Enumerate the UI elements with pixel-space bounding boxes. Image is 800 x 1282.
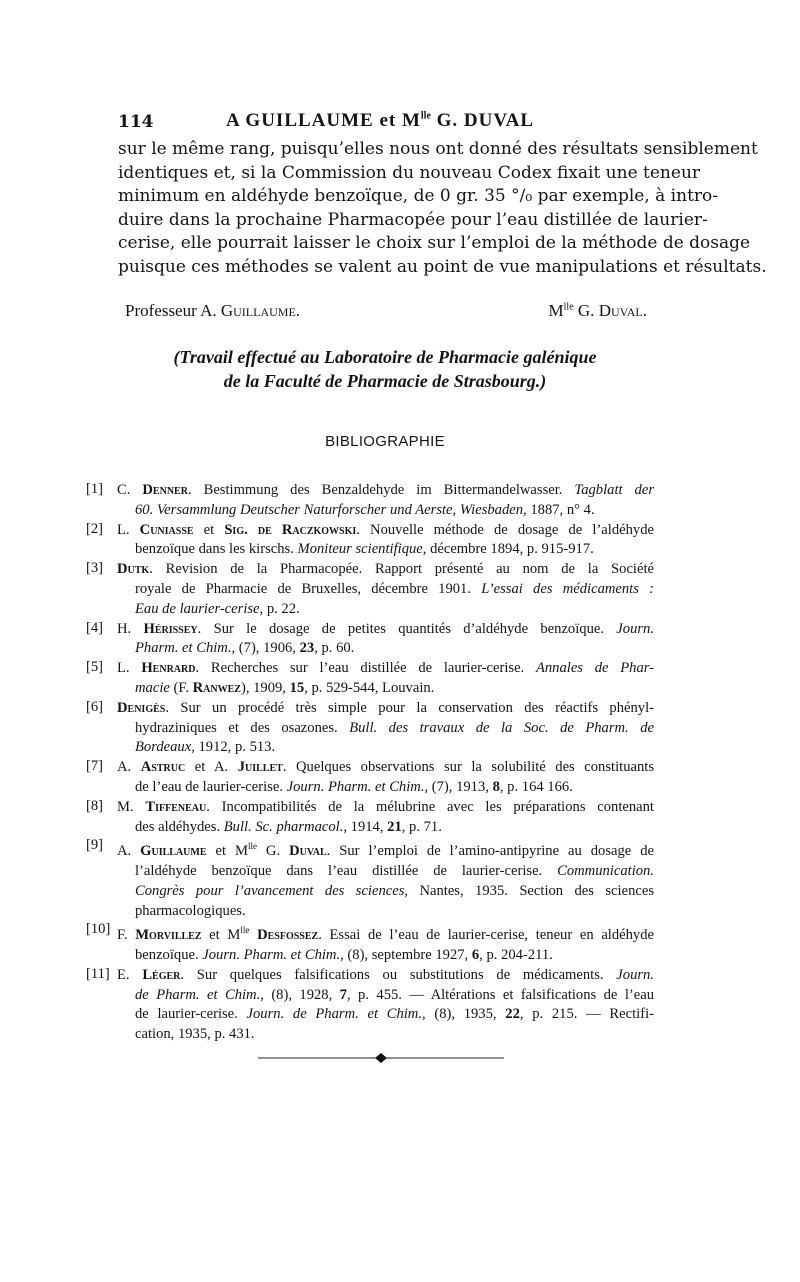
running-title-b: G. DUVAL — [430, 110, 535, 131]
running-title — [226, 110, 534, 132]
signature-duval-prefix: M — [548, 301, 564, 320]
reference-text: . Sur le dosage de petites quantités d’aldéhyde benzoïque. — [197, 620, 617, 637]
reference-line — [117, 600, 654, 620]
reference-source: Bull. Sc. pharmacol., — [223, 818, 347, 835]
reference-author: Hérissey — [143, 620, 198, 637]
reference-text: . Sur quelques falsifications ou substitutions de médicaments. — [180, 966, 617, 983]
bibliography-entry — [86, 758, 654, 798]
reference-text: royale de Pharmacie de Bruxelles, décembre 1901. — [135, 580, 482, 597]
reference-source: L’essai des médicaments : — [481, 580, 654, 597]
reference-source: Journ. Pharm. et Chim., — [286, 778, 429, 795]
reference-text: de l’eau de laurier-cerise. — [135, 778, 287, 795]
reference-text: . Revision de la Pharmacopée. Rapport présenté au nom de la Société — [149, 561, 654, 578]
reference-author: Juillet — [237, 759, 283, 776]
paragraph-line: duire dans la prochaine Pharmacopée pour l’eau distillée de laurier- — [118, 209, 708, 230]
reference-source: Tagblatt der — [574, 482, 654, 498]
reference-source: 60. Versammlung Deutscher Naturforscher und Aerste, Wiesbaden, — [135, 501, 527, 518]
reference-line — [117, 966, 654, 986]
reference-source: Eau de laurier-cerise, — [135, 600, 264, 617]
reference-number: [9] — [86, 837, 104, 854]
signature-guillaume — [125, 301, 300, 321]
reference-text: 6 — [471, 947, 480, 964]
signature-guillaume-prefix: Professeur A. — [125, 301, 221, 320]
reference-author: Guillaume — [140, 843, 207, 860]
reference-line — [117, 837, 654, 862]
reference-text: 15 — [289, 679, 305, 696]
running-title-sup: lle — [420, 110, 431, 122]
bibliography-heading: BIBLIOGRAPHIE — [325, 433, 445, 450]
reference-number: [5] — [86, 659, 104, 676]
reference-text: 22 — [505, 1006, 520, 1023]
reference-text: F. — [117, 927, 136, 944]
paragraph-line: minimum en aldéhyde benzoïque, de 0 gr. 35 °/₀ par exemple, à intro- — [118, 186, 719, 207]
reference-text: , p. 529-544, Louvain. — [304, 679, 435, 696]
reference-text: lle — [247, 841, 257, 852]
bibliography-entry — [86, 921, 654, 965]
paragraph-line: cerise, elle pourrait laisser le choix sur l’emploi de la méthode de dosage — [118, 233, 751, 254]
reference-line — [117, 699, 654, 719]
laboratory-note-line: (Travail effectué au Laboratoire de Pharmacie galénique — [173, 347, 597, 367]
reference-line — [117, 580, 654, 600]
bibliography-entry — [86, 798, 654, 838]
reference-line — [117, 882, 654, 902]
reference-source: Journ. Pharm. et Chim., — [202, 947, 344, 964]
reference-text: , p. 455. — Altérations et falsifications de l’eau — [346, 986, 654, 1003]
reference-text: l’aldéhyde benzoïque dans l’eau distillée de laurier-cerise. — [135, 863, 558, 879]
signature-duval-sup: lle — [563, 301, 574, 313]
reference-text: . Sur un procédé très simple pour la conservation des réactifs phényl- — [165, 699, 654, 716]
reference-text: , p. 164 166. — [499, 778, 573, 795]
reference-source: Congrès pour l’avancement des sciences, — [135, 882, 409, 899]
paragraph-line: identiques et, si la Commission du nouveau Codex fixait une teneur — [118, 162, 701, 183]
reference-line — [117, 738, 654, 758]
reference-number: [6] — [86, 698, 104, 715]
reference-text: 1912, p. 513. — [194, 739, 276, 756]
reference-text: H. — [117, 620, 144, 637]
reference-author: Dutk — [117, 561, 150, 578]
reference-author: Cuniasse — [139, 521, 194, 538]
reference-text: L. — [117, 660, 142, 677]
reference-line — [117, 758, 654, 778]
reference-text: (8), septembre 1927, — [343, 947, 472, 964]
bibliography-entry — [86, 659, 654, 699]
bibliography-entry — [86, 966, 654, 1045]
reference-source: de Pharm. et Chim., — [135, 986, 264, 1003]
reference-text: A. — [117, 843, 141, 860]
reference-source: Annales de Phar- — [535, 660, 655, 677]
signature-duval — [549, 301, 647, 321]
reference-line — [117, 560, 654, 580]
reference-text: et M — [201, 927, 241, 944]
reference-line — [117, 481, 654, 501]
reference-text: (7), 1906, — [235, 640, 300, 657]
reference-text: hydraziniques et des osazones. — [135, 719, 350, 736]
reference-line — [117, 521, 654, 541]
laboratory-note — [118, 345, 652, 393]
reference-source: Communication. — [557, 863, 654, 879]
reference-text: . Bestimmung des Benzaldehyde im Bittermandelwasser. — [187, 482, 575, 498]
reference-author: Tiffeneau — [145, 798, 207, 815]
reference-line — [117, 862, 654, 882]
reference-text: et A. — [185, 759, 238, 776]
reference-line — [117, 798, 654, 818]
reference-text: 7 — [339, 986, 347, 1003]
reference-text: benzoïque dans les kirschs. — [135, 541, 298, 558]
reference-author: Astruc — [140, 759, 186, 776]
reference-text: cation, 1935, p. 431. — [135, 1026, 255, 1043]
reference-author: Morvillez — [135, 927, 202, 944]
reference-line — [117, 659, 654, 679]
paragraph-line: sur le même rang, puisqu’elles nous ont donné des résultats sensiblement — [118, 139, 758, 159]
reference-number: [7] — [86, 758, 104, 775]
reference-text: . Essai de l’eau de laurier-cerise, teneur en aldéhyde — [318, 927, 655, 944]
signature-guillaume-name: Guillaume. — [220, 301, 301, 320]
reference-line — [117, 902, 654, 922]
reference-text: G. — [256, 843, 290, 860]
reference-number: [2] — [86, 520, 104, 537]
bibliography-entry — [86, 699, 654, 758]
laboratory-note-line: de la Faculté de Pharmacie de Strasbourg.) — [223, 371, 547, 391]
reference-text: . Sur l’emploi de l’amino-antipyrine au dosage de — [326, 843, 654, 860]
bibliography-entry — [86, 481, 654, 521]
reference-source: Pharm. et Chim., — [135, 640, 236, 657]
reference-number: [4] — [86, 619, 104, 636]
reference-text: (8), 1935, — [425, 1006, 506, 1023]
reference-author: Denner — [142, 482, 188, 498]
reference-line — [117, 818, 654, 838]
reference-author: Henrard — [141, 660, 196, 677]
reference-text: . Incompatibilités de la mélubrine avec les préparations contenant — [206, 798, 654, 815]
reference-line — [117, 719, 654, 739]
reference-text: , p. 215. — Rectifi- — [519, 1006, 654, 1023]
reference-text: (8), 1928, — [263, 986, 340, 1003]
reference-text: , p. 71. — [401, 818, 442, 835]
reference-number: [11] — [86, 965, 110, 982]
reference-line — [117, 540, 654, 560]
reference-text: , p. 204-211. — [479, 947, 553, 964]
signature-duval-name: Duval. — [598, 301, 647, 320]
reference-author: Ranwez — [192, 679, 241, 696]
reference-text: C. — [117, 482, 143, 498]
reference-text: 1914, — [347, 818, 388, 835]
reference-text: . Nouvelle méthode de dosage de l’aldéhyde — [356, 521, 654, 538]
reference-number: [8] — [86, 797, 104, 814]
reference-number: [10] — [86, 921, 111, 938]
reference-author: Sig. de Raczkowski — [224, 521, 357, 538]
reference-text: M. — [117, 798, 146, 815]
reference-source: Bull. des travaux de la Soc. de Pharm. de — [349, 719, 654, 736]
reference-text: et — [193, 521, 225, 538]
reference-text: E. — [117, 966, 143, 983]
reference-line — [117, 921, 654, 946]
reference-line — [117, 1025, 654, 1045]
reference-text: . Recherches sur l’eau distillée de laurier-cerise. — [195, 660, 536, 677]
reference-line — [117, 1005, 654, 1025]
reference-text: . Quelques observations sur la solubilité des constituants — [282, 759, 655, 776]
reference-text: des aldéhydes. — [135, 818, 224, 835]
paragraph-line: puisque ces méthodes se valent au point de vue manipulations et résultats. — [118, 256, 767, 277]
reference-text: de laurier-cerise. — [135, 1006, 247, 1023]
reference-text: ), 1909, — [240, 679, 290, 696]
reference-text: Nantes, 1935. Section des sciences — [408, 882, 654, 899]
bibliography-list — [86, 481, 654, 1045]
reference-text: A. — [117, 759, 141, 776]
reference-line — [117, 679, 654, 699]
reference-author: Duval — [289, 843, 327, 860]
reference-text: 8 — [492, 778, 500, 795]
bibliography-entry — [86, 620, 654, 660]
reference-source: macie — [135, 679, 170, 696]
reference-line — [117, 778, 654, 798]
reference-text: benzoïque. — [135, 947, 203, 964]
reference-line — [117, 501, 654, 521]
reference-source: Journ. de Pharm. et Chim., — [246, 1006, 426, 1023]
running-title-a: A GUILLAUME et M — [226, 110, 421, 131]
bibliography-entry — [86, 837, 654, 921]
body-paragraph — [118, 138, 767, 280]
reference-line — [117, 946, 654, 966]
reference-source: Journ. — [616, 966, 654, 983]
reference-source: Bordeaux, — [135, 739, 195, 756]
reference-text: lle — [240, 925, 250, 936]
reference-text — [249, 927, 257, 943]
reference-text: p. 22. — [263, 600, 300, 617]
reference-text: 23 — [299, 640, 315, 657]
bibliography-entry — [86, 560, 654, 619]
reference-author: Desfossez — [257, 927, 319, 944]
reference-number: [3] — [86, 560, 104, 577]
reference-text: L. — [117, 521, 140, 538]
reference-text: décembre 1894, p. 915-917. — [426, 541, 594, 558]
running-header — [118, 112, 640, 138]
reference-source: Moniteur scientifique, — [297, 541, 427, 558]
reference-author: Denigès — [117, 699, 166, 716]
reference-text: , p. 60. — [314, 640, 355, 657]
reference-line — [117, 639, 654, 659]
reference-text: 21 — [387, 818, 402, 835]
reference-text: et M — [206, 843, 248, 860]
reference-text: (7), 1913, — [428, 778, 493, 795]
reference-source: Journ. — [616, 620, 654, 637]
bibliography-entry — [86, 521, 654, 561]
reference-line — [117, 620, 654, 640]
reference-text: 1887, n° 4. — [526, 501, 595, 518]
reference-line — [117, 986, 654, 1006]
page-number: 114 — [118, 112, 154, 132]
author-signatures — [125, 301, 647, 325]
reference-text: (F. — [169, 679, 193, 696]
reference-author: Léger — [142, 966, 181, 983]
reference-text: pharmacologiques. — [135, 902, 246, 919]
reference-number: [1] — [86, 481, 104, 497]
signature-duval-mid: G. — [573, 301, 599, 320]
diamond-rule-icon — [258, 1052, 504, 1064]
